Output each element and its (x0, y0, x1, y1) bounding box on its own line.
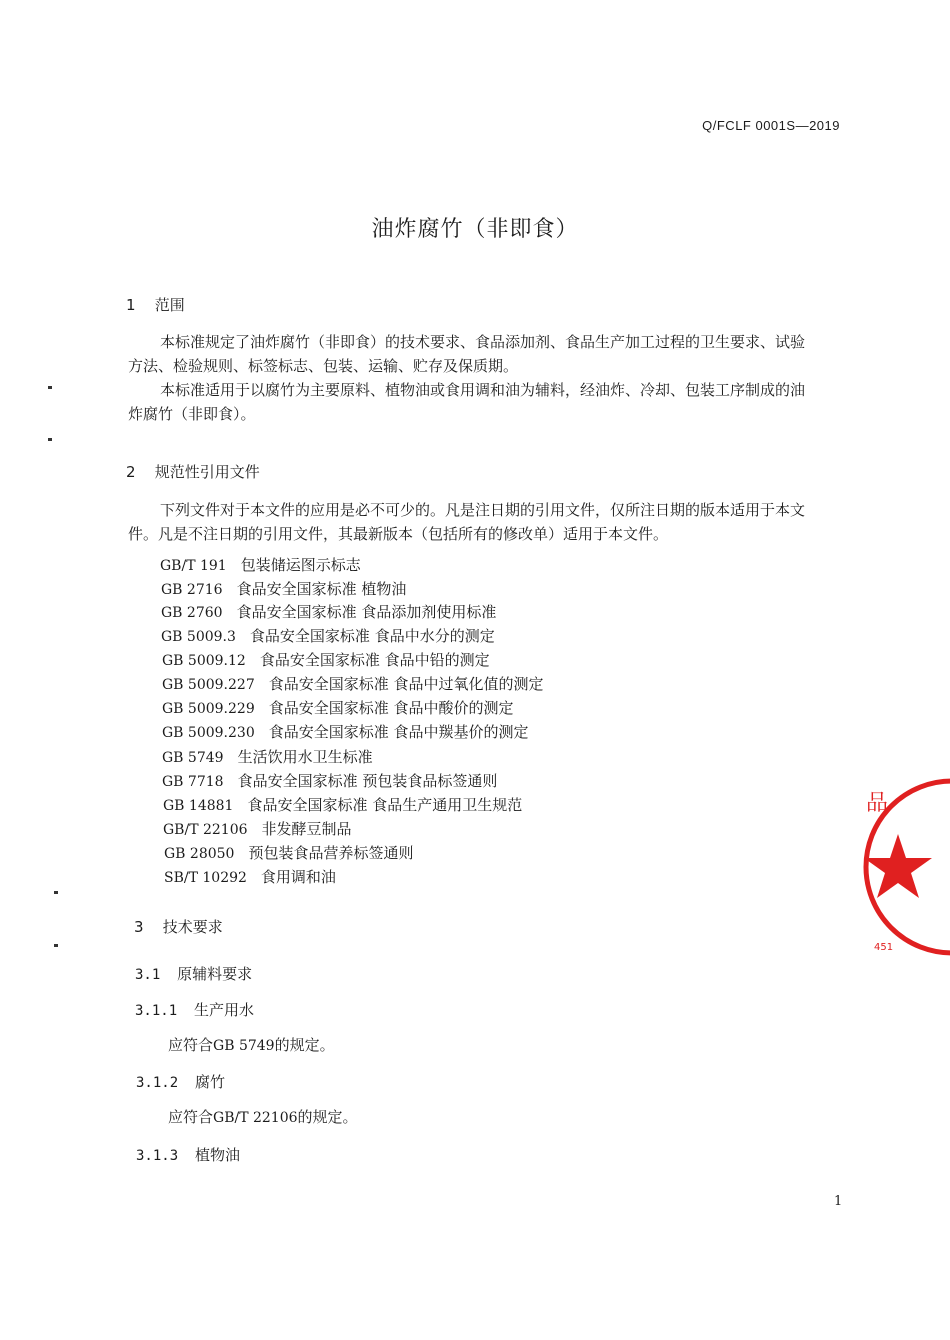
section-number: 1 (126, 296, 136, 314)
reference-code: GB 14881 (163, 798, 234, 814)
reference-name: 生活饮用水卫生标准 (237, 748, 373, 766)
reference-item (160, 554, 361, 575)
text-fragment: 应符合 (168, 1108, 214, 1126)
text-line: 炸腐竹（非即食）。 (128, 405, 256, 423)
references-intro (128, 498, 848, 546)
reference-code: SB/T 10292 (164, 870, 247, 886)
reference-name: 食品安全国家标准 预包装食品标签通则 (237, 772, 498, 790)
reference-name: 包装储运图示标志 (240, 556, 361, 574)
subsection-title: 生产用水 (193, 1001, 254, 1019)
reference-code: GB 2760 (161, 605, 223, 621)
subsection-title: 植物油 (194, 1146, 240, 1164)
subsection-title: 原辅料要求 (177, 965, 253, 983)
seal-star-icon (864, 834, 932, 898)
seal-digits: 451 (874, 942, 894, 953)
reference-name: 食品安全国家标准 食品中铅的测定 (259, 651, 490, 669)
subsection-number: 3.1.3 (136, 1148, 179, 1164)
subsection-3-1-heading (135, 963, 252, 984)
text-line: 方法、检验规则、标签标志、包装、运输、贮存及保质期。 (128, 357, 519, 375)
section-2-heading (126, 461, 260, 482)
section-title: 技术要求 (162, 918, 223, 936)
section-3-heading (134, 916, 223, 937)
reference-code: GB 5009.12 (162, 653, 246, 669)
scan-speck (48, 438, 52, 441)
text-fragment: 应符合 (168, 1036, 214, 1054)
text-line: 本标准规定了油炸腐竹（非即食）的技术要求、食品添加剂、食品生产加工过程的卫生要求、试验 (160, 333, 806, 351)
section-number: 2 (126, 463, 136, 481)
reference-item (162, 649, 490, 670)
reference-item (162, 721, 529, 742)
reference-item (162, 673, 544, 694)
subsection-3-1-2-heading (136, 1071, 225, 1092)
reference-item (162, 770, 497, 791)
reference-code: GB 2716 (161, 582, 223, 598)
water-requirement (168, 1034, 335, 1055)
scan-speck (48, 386, 52, 389)
reference-name: 食品安全国家标准 食品中过氧化值的测定 (268, 675, 544, 693)
section-1-heading (126, 294, 185, 315)
reference-code: GB 5009.227 (162, 677, 255, 693)
reference-item (161, 578, 406, 599)
document-code: Q/FCLF 0001S—2019 (702, 118, 840, 133)
text-line: 件。凡是不注日期的引用文件，其最新版本（包括所有的修改单）适用于本文件。 (128, 525, 669, 543)
reference-name: 食用调和油 (260, 868, 336, 886)
reference-name: 食品安全国家标准 食品中酸价的测定 (268, 699, 514, 717)
reference-item (162, 697, 514, 718)
subsection-number: 3.1.1 (135, 1003, 178, 1019)
seal-text: 品 (866, 791, 889, 816)
scope-paragraph-2 (128, 378, 848, 426)
reference-name: 食品安全国家标准 植物油 (236, 580, 407, 598)
scan-speck (54, 944, 58, 947)
scan-speck (54, 891, 58, 894)
section-title: 规范性引用文件 (154, 463, 260, 481)
standard-code: GB 5749 (213, 1038, 275, 1054)
text-line: 下列文件对于本文件的应用是必不可少的。凡是注日期的引用文件，仅所注日期的版本适用于本文 (160, 501, 806, 519)
section-number: 3 (134, 918, 144, 936)
standard-code: GB/T 22106 (213, 1110, 298, 1126)
scope-paragraph-1 (128, 330, 848, 378)
reference-code: GB 5009.230 (162, 725, 255, 741)
text-fragment: 的规定。 (297, 1108, 358, 1126)
reference-item (164, 866, 336, 887)
subsection-title: 腐竹 (194, 1073, 225, 1091)
reference-code: GB 5749 (162, 750, 224, 766)
reference-code: GB/T 191 (160, 558, 227, 574)
reference-code: GB 5009.229 (162, 701, 255, 717)
subsection-3-1-3-heading (136, 1144, 240, 1165)
company-seal-stamp (860, 772, 950, 962)
reference-code: GB 5009.3 (161, 629, 236, 645)
reference-item (163, 818, 352, 839)
section-title: 范围 (154, 296, 185, 314)
reference-name: 食品安全国家标准 食品中羰基价的测定 (268, 723, 529, 741)
reference-item (161, 601, 496, 622)
reference-item (162, 746, 373, 767)
text-line: 本标准适用于以腐竹为主要原料、植物油或食用调和油为辅料，经油炸、冷却、包装工序制成的油 (160, 381, 806, 399)
reference-item (161, 625, 495, 646)
subsection-number: 3.1.2 (136, 1075, 179, 1091)
reference-code: GB 28050 (164, 846, 235, 862)
reference-code: GB/T 22106 (163, 822, 248, 838)
reference-name: 食品安全国家标准 食品生产通用卫生规范 (247, 796, 523, 814)
yuba-requirement (168, 1106, 358, 1127)
reference-name: 食品安全国家标准 食品添加剂使用标准 (236, 603, 497, 621)
reference-code: GB 7718 (162, 774, 224, 790)
reference-item (164, 842, 413, 863)
reference-item (163, 794, 522, 815)
reference-name: 非发酵豆制品 (261, 820, 352, 838)
page-number: 1 (834, 1194, 843, 1209)
subsection-3-1-1-heading (135, 999, 254, 1020)
reference-name: 预包装食品营养标签通则 (248, 844, 414, 862)
document-title: 油炸腐竹（非即食） (371, 217, 579, 242)
reference-name: 食品安全国家标准 食品中水分的测定 (249, 627, 495, 645)
subsection-number: 3.1 (135, 967, 161, 983)
text-fragment: 的规定。 (274, 1036, 335, 1054)
